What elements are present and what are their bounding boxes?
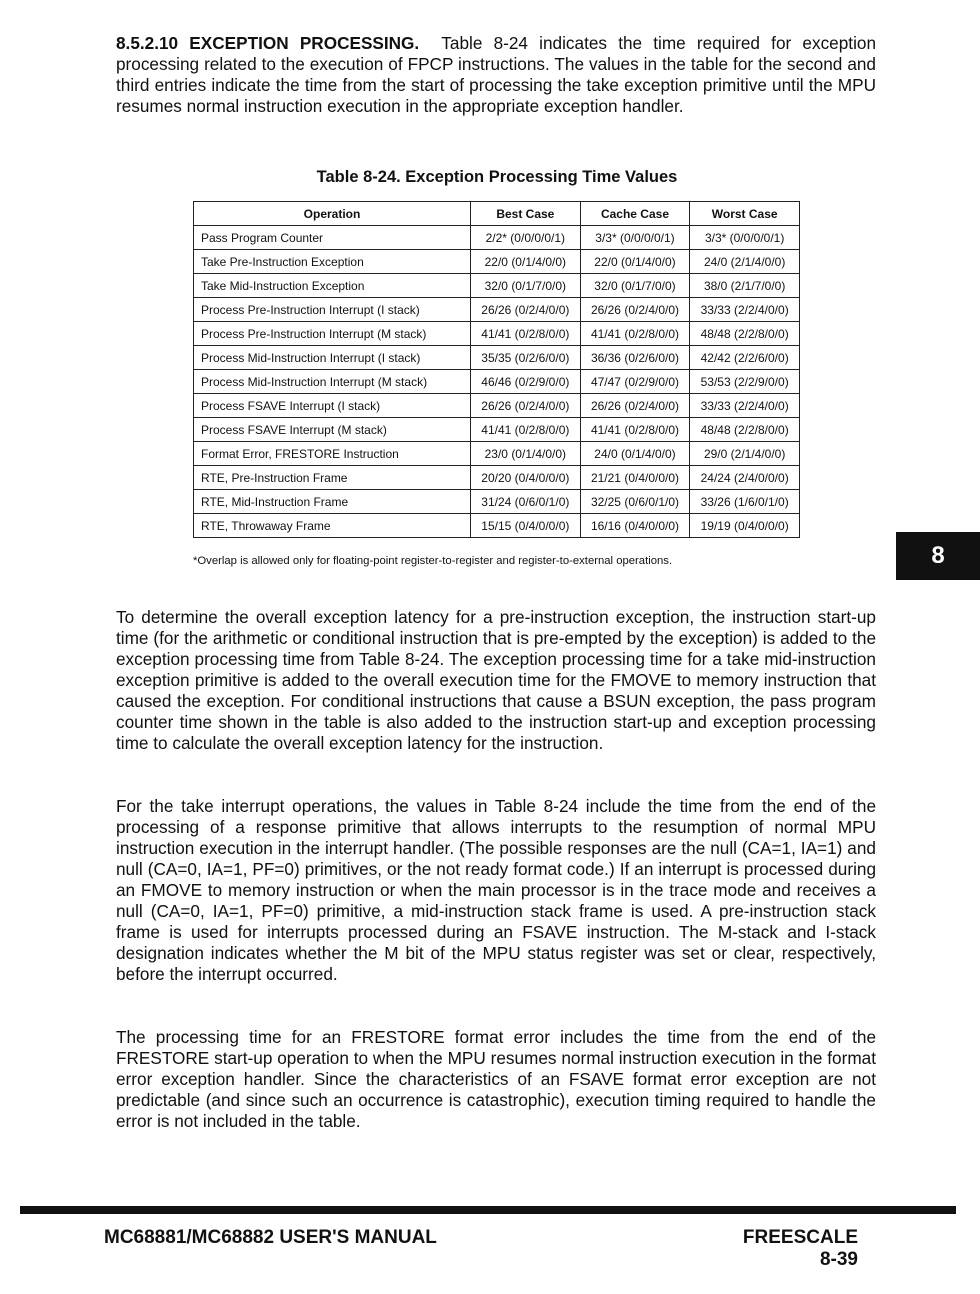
footer-right (743, 1227, 858, 1271)
timing-cell: 41/41 (0/2/8/0/0) (471, 322, 581, 346)
header-worst-case: Worst Case (690, 202, 800, 226)
timing-cell: 23/0 (0/1/4/0/0) (471, 442, 581, 466)
table-row (194, 322, 800, 346)
timing-cell: 22/0 (0/1/4/0/0) (580, 250, 690, 274)
operation-cell: Process Pre-Instruction Interrupt (I stack) (194, 298, 471, 322)
timing-cell: 53/53 (2/2/9/0/0) (690, 370, 800, 394)
timing-cell: 41/41 (0/2/8/0/0) (471, 418, 581, 442)
interrupt-paragraph: For the take interrupt operations, the values in Table 8-24 include the time from the end of the processing of a response primitive that allows interrupts to the resumption of normal MPU instruction execution in the interrupt handler. (The possible responses are the null (CA=1, IA=1) and null (CA=0, IA=1, PF=0) primitives, or the not ready format code.) If an interrupt is processed during an FMOVE to memory instruction or when the main processor is in the trace mode and receives a null (CA=0, IA=1, PF=0) primitive, a mid-instruction stack frame is used. A pre-instruction stack frame is used for interrupts processed during an FSAVE instruction. The M-stack and I-stack designation indicates whether the M bit of the MPU status register was set or clear, respectively, before the interrupt occurred. (116, 796, 876, 984)
table-row (194, 250, 800, 274)
timing-cell: 42/42 (2/2/6/0/0) (690, 346, 800, 370)
timing-cell: 33/33 (2/2/4/0/0) (690, 394, 800, 418)
table-row (194, 418, 800, 442)
timing-cell: 36/36 (0/2/6/0/0) (580, 346, 690, 370)
timing-cell: 38/0 (2/1/7/0/0) (690, 274, 800, 298)
timing-cell: 41/41 (0/2/8/0/0) (580, 322, 690, 346)
chapter-tab: 8 (896, 532, 980, 580)
timing-cell: 15/15 (0/4/0/0/0) (471, 514, 581, 538)
latency-paragraph: To determine the overall exception latency for a pre-instruction exception, the instruction start-up time (for the arithmetic or conditional instruction that is pre-empted by the exception) is added to the exception processing time from Table 8-24. The exception processing time for a take mid-instruction exception primitive is added to the overall execution time for the FMOVE to memory instruction that caused the exception. For conditional instructions that cause a BSUN exception, the pass program counter time shown in the table is also added to the instruction start-up and exception processing time to calculate the overall exception latency for the instruction. (116, 607, 876, 753)
timing-cell: 16/16 (0/4/0/0/0) (580, 514, 690, 538)
table-row (194, 274, 800, 298)
table-body (194, 226, 800, 538)
brand-name: FREESCALE (742, 1227, 858, 1248)
timing-cell: 48/48 (2/2/8/0/0) (690, 322, 800, 346)
timing-cell: 33/26 (1/6/0/1/0) (690, 490, 800, 514)
timing-cell: 24/0 (2/1/4/0/0) (690, 250, 800, 274)
operation-cell: Pass Program Counter (194, 226, 471, 250)
timing-cell: 31/24 (0/6/0/1/0) (471, 490, 581, 514)
timing-cell: 21/21 (0/4/0/0/0) (580, 466, 690, 490)
table-footnote: *Overlap is allowed only for floating-point register-to-register and register-to-external operations. (193, 555, 673, 567)
operation-cell: RTE, Mid-Instruction Frame (194, 490, 471, 514)
timing-cell: 20/20 (0/4/0/0/0) (471, 466, 581, 490)
timing-cell: 48/48 (2/2/8/0/0) (690, 418, 800, 442)
table-title: Table 8-24. Exception Processing Time Values (316, 168, 678, 186)
intro-paragraph (116, 33, 876, 117)
timing-cell: 33/33 (2/2/4/0/0) (690, 298, 800, 322)
operation-cell: Process Pre-Instruction Interrupt (M stack) (194, 322, 471, 346)
operation-cell: Take Mid-Instruction Exception (194, 274, 471, 298)
frestore-paragraph: The processing time for an FRESTORE format error includes the time from the end of the FRESTORE start-up operation to when the MPU resumes normal instruction execution in the format error exception handler. Since the characteristics of an FSAVE format error exception are not predictable (and since such an occurrence is catastrophic), execution timing required to handle the error is not included in the table. (116, 1027, 876, 1131)
timing-cell: 41/41 (0/2/8/0/0) (580, 418, 690, 442)
table-row (194, 442, 800, 466)
header-best-case: Best Case (471, 202, 581, 226)
timing-cell: 2/2* (0/0/0/0/1) (471, 226, 581, 250)
header-operation: Operation (194, 202, 471, 226)
operation-cell: Process FSAVE Interrupt (I stack) (194, 394, 471, 418)
operation-cell: RTE, Pre-Instruction Frame (194, 466, 471, 490)
timing-cell: 29/0 (2/1/4/0/0) (690, 442, 800, 466)
intro-text: Table 8-24 indicates the time required for exception processing related to the execution of FPCP instructions. The values in the table for the second and third entries indicate the time from the start of processing the take exception primitive until the MPU resumes normal instruction execution in the appropriate exception handler. (116, 33, 877, 116)
timing-cell: 32/25 (0/6/0/1/0) (580, 490, 690, 514)
operation-cell: Take Pre-Instruction Exception (194, 250, 471, 274)
table-row (194, 226, 800, 250)
timing-cell: 22/0 (0/1/4/0/0) (471, 250, 581, 274)
timing-cell: 32/0 (0/1/7/0/0) (580, 274, 690, 298)
table-header-row (194, 202, 800, 226)
timing-cell: 26/26 (0/2/4/0/0) (471, 394, 581, 418)
table-row (194, 490, 800, 514)
header-cache-case: Cache Case (580, 202, 690, 226)
operation-cell: RTE, Throwaway Frame (194, 514, 471, 538)
operation-cell: Process Mid-Instruction Interrupt (M stack) (194, 370, 471, 394)
table-row (194, 466, 800, 490)
timing-cell: 3/3* (0/0/0/0/1) (690, 226, 800, 250)
timing-cell: 35/35 (0/2/6/0/0) (471, 346, 581, 370)
table-row (194, 370, 800, 394)
timing-cell: 3/3* (0/0/0/0/1) (580, 226, 690, 250)
page-number: 8-39 (819, 1249, 858, 1270)
table-row (194, 346, 800, 370)
timing-cell: 47/47 (0/2/9/0/0) (580, 370, 690, 394)
section-heading: 8.5.2.10 EXCEPTION PROCESSING. (116, 33, 420, 53)
timing-cell: 24/24 (2/4/0/0/0) (690, 466, 800, 490)
operation-cell: Format Error, FRESTORE Instruction (194, 442, 471, 466)
table-row (194, 514, 800, 538)
timing-cell: 32/0 (0/1/7/0/0) (471, 274, 581, 298)
timing-cell: 46/46 (0/2/9/0/0) (471, 370, 581, 394)
timing-cell: 26/26 (0/2/4/0/0) (580, 394, 690, 418)
timing-cell: 19/19 (0/4/0/0/0) (690, 514, 800, 538)
exception-time-table (193, 201, 800, 538)
manual-title: MC68881/MC68882 USER'S MANUAL (104, 1227, 437, 1248)
timing-cell: 26/26 (0/2/4/0/0) (580, 298, 690, 322)
table-row (194, 394, 800, 418)
timing-cell: 26/26 (0/2/4/0/0) (471, 298, 581, 322)
operation-cell: Process Mid-Instruction Interrupt (I stack) (194, 346, 471, 370)
timing-cell: 24/0 (0/1/4/0/0) (580, 442, 690, 466)
table-row (194, 298, 800, 322)
operation-cell: Process FSAVE Interrupt (M stack) (194, 418, 471, 442)
footer-rule (20, 1206, 956, 1214)
